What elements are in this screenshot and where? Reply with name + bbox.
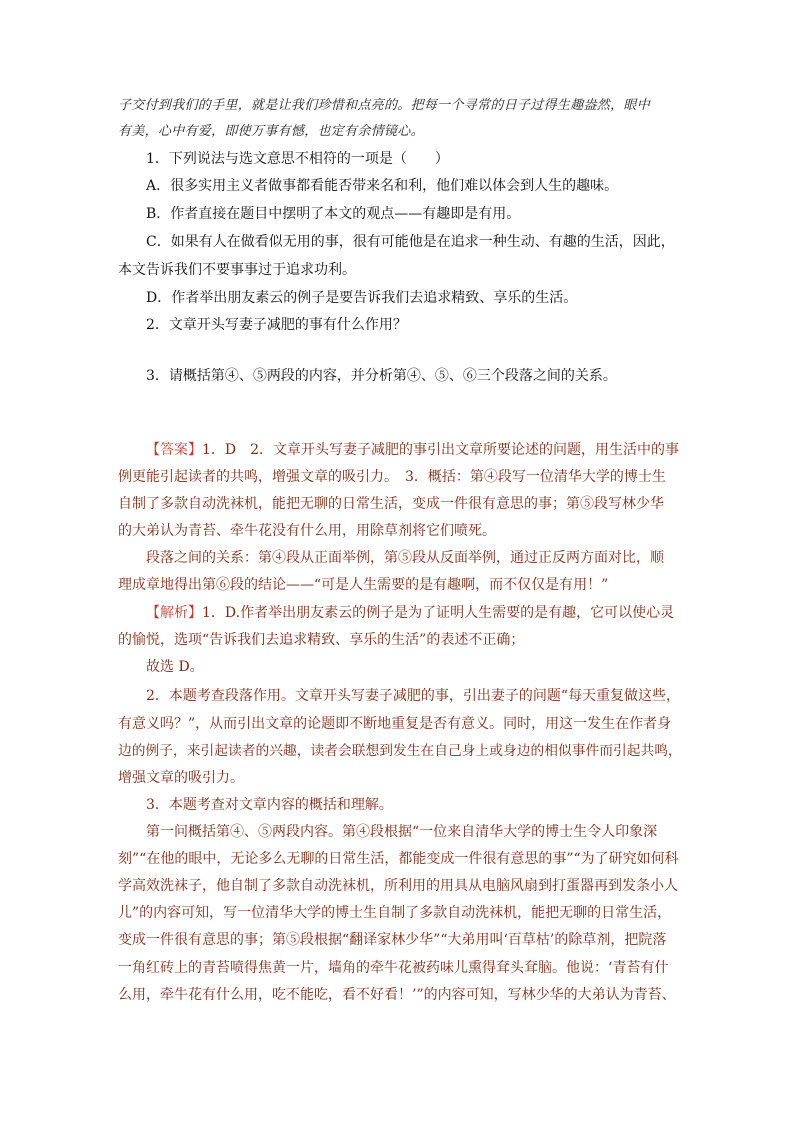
- analysis-line-2: 的愉悦，选项“告诉我们去追求精致、享乐的生活”的表述不正确；: [118, 632, 525, 648]
- analysis-line-7: 增强文章的吸引力。: [118, 770, 244, 786]
- answer-line-5: 段落之间的关系：第④段从正面举例，第⑤段从反面举例，通过正反两方面对比，顺: [146, 550, 664, 566]
- intro-line-1: 子交付到我们的手里，就是让我们珍惜和点亮的。把每一个寻常的日子过得生趣盎然，眼中: [118, 98, 651, 113]
- answer-line-6: 理成章地得出第⑥段的结论——“可是人生需要的是有趣啊，而不仅仅是有用！”: [118, 577, 609, 593]
- intro-line-2: 有美，心中有爱，即使万事有憾，也定有余情镜心。: [118, 124, 424, 139]
- answer-line-1: [146, 440, 679, 460]
- analysis-line-11: 学高效洗袜子，他自制了多款自动洗袜机，所利用的用具从电脑风扇到打蛋器再到发条小人: [118, 878, 678, 894]
- analysis-line-4: 2．本题考查段落作用。文章开头写妻子减肥的事，引出妻子的问题“每天重复做这些，: [146, 688, 681, 704]
- option-a: A．很多实用主义者做事都看能否带来名和利，他们难以体会到人生的趣味。: [146, 178, 619, 194]
- answer-line-3: 自制了多款自动洗袜机，能把无聊的日常生活，变成一件很有意思的事；第⑤段写林少华: [118, 496, 664, 512]
- analysis-line-3: 故选 D。: [146, 659, 204, 675]
- question-1: 1．下列说法与选文意思不相符的一项是（ ）: [146, 151, 449, 167]
- analysis-line-1-text: 1．D.作者举出朋友素云的例子是为了证明人生需要的是有趣，它可以使心灵: [202, 605, 675, 621]
- question-3: 3．请概括第④、⑤两段的内容，并分析第④、⑤、⑥三个段落之间的关系。: [146, 368, 617, 384]
- analysis-line-8: 3．本题考查对文章内容的概括和理解。: [146, 797, 393, 813]
- answer-line-1-text: 1．D 2．文章开头写妻子减肥的事引出文章所要论述的问题，用生活中的事: [202, 442, 680, 458]
- analysis-line-9: 第一问概括第④、⑤两段内容。第④段根据“一位来自清华大学的博士生令人印象深: [146, 824, 658, 840]
- answer-tag: 【答案】: [146, 442, 202, 458]
- option-b: B．作者直接在题目中摆明了本文的观点——有趣即是有用。: [146, 206, 521, 222]
- analysis-line-14: 一角红砖上的青苔喷得焦黄一片，墙角的牵牛花被药味儿熏得耷头耷脑。他说：‘青苔有什: [118, 960, 669, 976]
- analysis-line-1: [146, 603, 674, 623]
- analysis-line-5: 有意义吗？”，从而引出文章的论题即不断地重复是否有意义。同时，用这一发生在作者身: [118, 716, 672, 732]
- answer-line-4: 的大弟认为青苔、牵牛花没有什么用，用除草剂将它们喷死。: [118, 523, 496, 539]
- answer-line-2: 例更能引起读者的共鸣，增强文章的吸引力。 3．概括：第④段写一位清华大学的博士生: [118, 469, 666, 485]
- question-2: 2．文章开头写妻子减肥的事有什么作用？: [146, 317, 407, 333]
- option-c-line-2: 本文告诉我们不要事事过于追求功利。: [118, 262, 356, 278]
- option-d: D．作者举出朋友素云的例子是要告诉我们去追求精致、享乐的生活。: [146, 290, 578, 306]
- analysis-line-6: 边的例子，来引起读者的兴趣，读者会联想到发生在自己身上或身边的相似事件而引起共鸣，: [118, 743, 682, 759]
- analysis-line-13: 变成一件很有意思的事；第⑤段根据“翻译家林少华”“大弟用叫‘百草枯’的除草剂，把院落: [118, 932, 667, 948]
- option-c-line-1: C．如果有人在做看似无用的事，很有可能他是在追求一种生动、有趣的生活，因此，: [146, 234, 675, 250]
- analysis-line-10: 刻”“在他的眼中，无论多么无聊的日常生活，都能变成一件很有意思的事”“为了研究如何科: [118, 851, 679, 867]
- analysis-tag: 【解析】: [146, 605, 202, 621]
- analysis-line-15: 么用，牵牛花有什么用，吃不能吃，看不好看！’”的内容可知，写林少华的大弟认为青苔、: [118, 987, 676, 1003]
- analysis-line-12: 儿”的内容可知，写一位清华大学的博士生自制了多款自动洗袜机，能把无聊的日常生活，: [118, 905, 672, 921]
